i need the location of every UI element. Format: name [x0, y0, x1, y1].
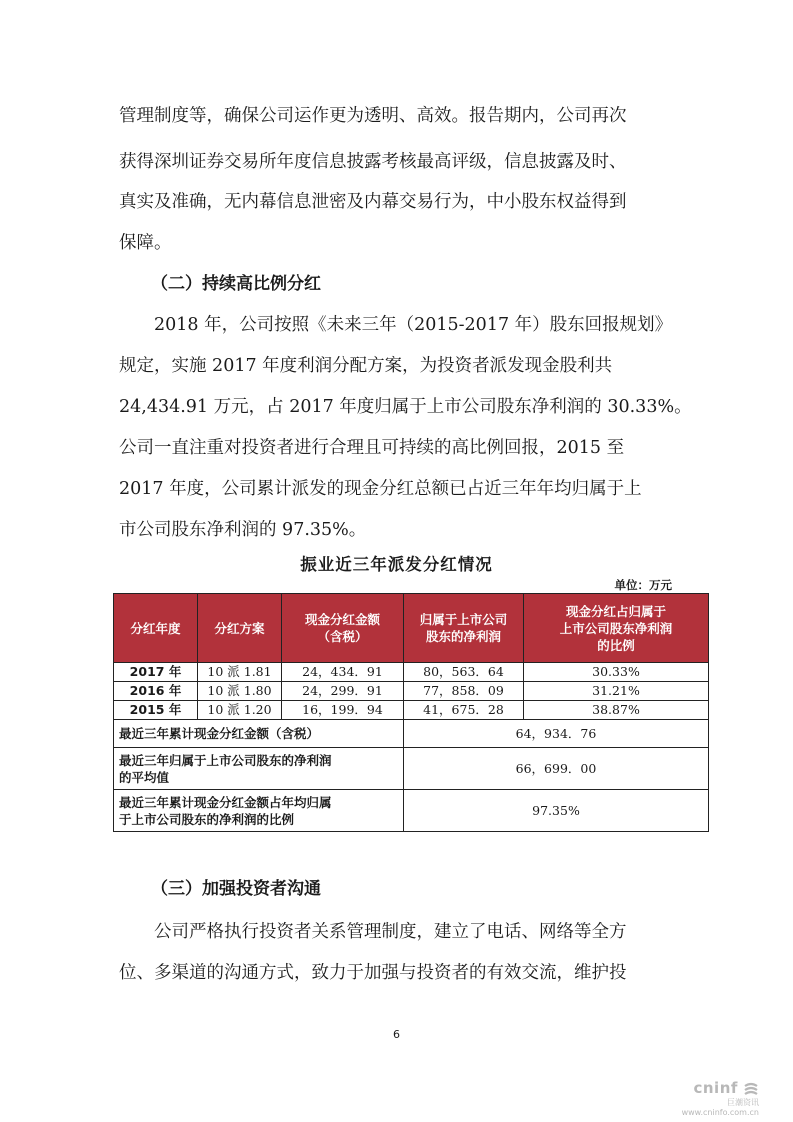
- summary-label-total: 最近三年累计现金分红金额（含税）: [114, 720, 404, 748]
- paragraph2-line-2: 规定，实施 2017 年度利润分配方案，为投资者派发现金股利共: [119, 356, 613, 376]
- header-net-profit: 归属于上市公司 股东的净利润: [404, 594, 524, 663]
- paragraph3-line-2: 位、多渠道的沟通方式，致力于加强与投资者的有效交流，维护投: [119, 963, 627, 983]
- cninfo-watermark: [682, 1078, 759, 1117]
- watermark-brand: cninf: [693, 1079, 738, 1097]
- paragraph1-line-4: 保障。: [119, 233, 172, 253]
- cell-profit: 77，858．09: [404, 682, 524, 701]
- cell-plan: 10 派 1.20: [198, 701, 282, 720]
- table-row: [114, 663, 709, 682]
- cell-ratio: 31.21%: [524, 682, 709, 701]
- paragraph1-line-1: 管理制度等，确保公司运作更为透明、高效。报告期内，公司再次: [119, 106, 627, 126]
- cell-profit: 41，675．28: [404, 701, 524, 720]
- cell-year: 2017 年: [114, 663, 198, 682]
- paragraph2-line-1: 2018 年，公司按照《未来三年（2015-2017 年）股东回报规划》: [119, 315, 673, 335]
- summary-value-average: 66，699．00: [404, 748, 709, 790]
- header-cash-dividend: 现金分红金额 （含税）: [282, 594, 404, 663]
- cell-year: 2016 年: [114, 682, 198, 701]
- watermark-url: www.cninfo.com.cn: [681, 1108, 759, 1117]
- summary-value-total: 64，934．76: [404, 720, 709, 748]
- cell-year: 2015 年: [114, 701, 198, 720]
- header-ratio: 现金分红占归属于 上市公司股东净利润 的比例: [524, 594, 709, 663]
- header-year: 分红年度: [114, 594, 198, 663]
- cell-ratio: 30.33%: [524, 663, 709, 682]
- section-heading-dividends: （二）持续高比例分红: [151, 274, 321, 294]
- cell-ratio: 38.87%: [524, 701, 709, 720]
- summary-label-ratio: 最近三年累计现金分红金额占年均归属 于上市公司股东的净利润的比例: [114, 790, 404, 832]
- paragraph1-line-3: 真实及准确，无内幕信息泄密及内幕交易行为，中小股东权益得到: [119, 192, 627, 212]
- table-title: 振业近三年派发分红情况: [300, 555, 493, 574]
- cell-plan: 10 派 1.81: [198, 663, 282, 682]
- dividend-table: [113, 593, 709, 832]
- table-header-row: [114, 594, 709, 663]
- summary-row: [114, 748, 709, 790]
- cell-cash: 24，299．91: [282, 682, 404, 701]
- header-plan: 分红方案: [198, 594, 282, 663]
- paragraph2-line-3: 24,434.91 万元，占 2017 年度归属于上市公司股东净利润的 30.33%。: [119, 397, 692, 417]
- table-row: [114, 701, 709, 720]
- cell-cash: 24，434．91: [282, 663, 404, 682]
- watermark-sub: 巨潮资讯: [727, 1098, 759, 1107]
- paragraph2-line-6: 市公司股东净利润的 97.35%。: [119, 520, 367, 540]
- section-heading-communication: （三）加强投资者沟通: [151, 879, 321, 899]
- summary-value-ratio: 97.35%: [404, 790, 709, 832]
- paragraph3-line-1: 公司严格执行投资者关系管理制度，建立了电话、网络等全方: [119, 922, 627, 942]
- paragraph2-line-5: 2017 年度，公司累计派发的现金分红总额已占近三年年均归属于上: [119, 479, 642, 499]
- cninfo-logo-icon: [743, 1082, 759, 1096]
- table-unit: 单位：万元: [614, 578, 672, 592]
- page-number: 6: [393, 1028, 400, 1041]
- paragraph2-line-4: 公司一直注重对投资者进行合理且可持续的高比例回报，2015 至: [119, 438, 625, 458]
- cell-profit: 80，563．64: [404, 663, 524, 682]
- table-row: [114, 682, 709, 701]
- paragraph1-line-2: 获得深圳证券交易所年度信息披露考核最高评级，信息披露及时、: [119, 152, 627, 172]
- summary-label-average: 最近三年归属于上市公司股东的净利润 的平均值: [114, 748, 404, 790]
- cell-plan: 10 派 1.80: [198, 682, 282, 701]
- summary-row: [114, 790, 709, 832]
- cell-cash: 16，199．94: [282, 701, 404, 720]
- summary-row: [114, 720, 709, 748]
